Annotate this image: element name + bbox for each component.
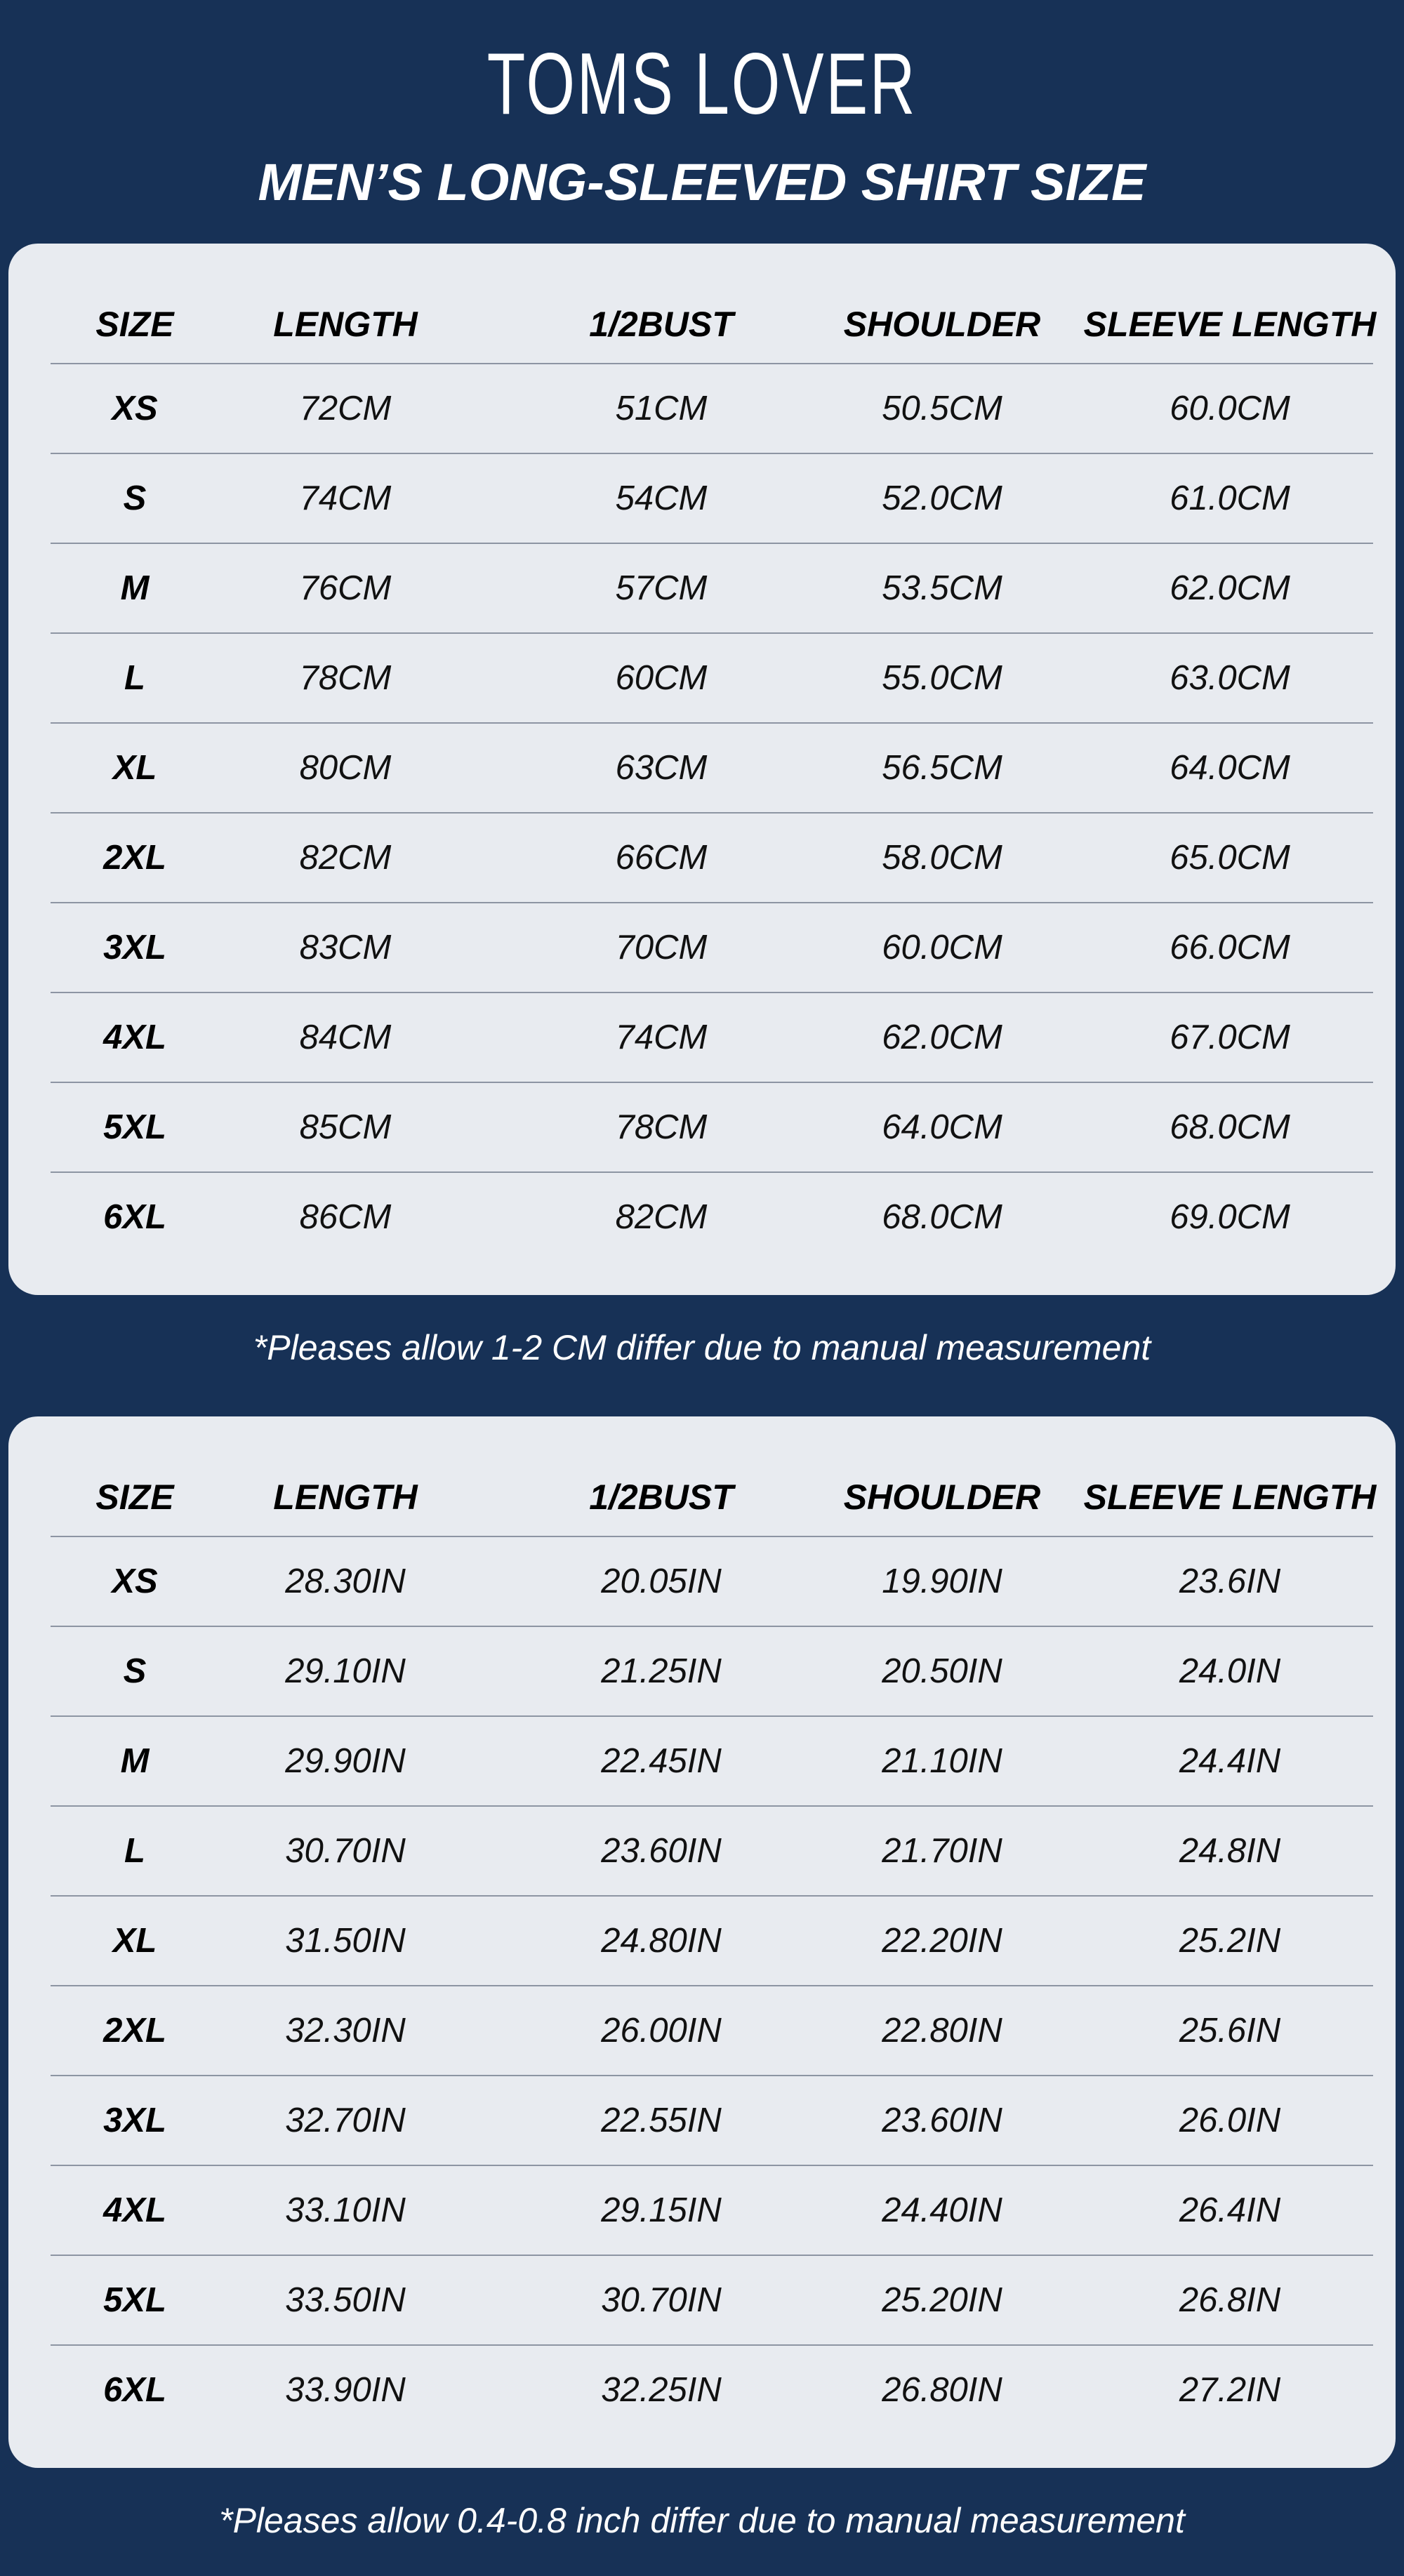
table-row <box>51 363 1373 453</box>
shoulder-cell: 20.50IN <box>882 1652 1002 1690</box>
table-row <box>51 2165 1373 2255</box>
sleeve-cell: 63.0CM <box>1170 659 1290 697</box>
sleeve-cell: 26.0IN <box>1179 2102 1281 2139</box>
header-length: LENGTH <box>273 305 418 344</box>
bust-cell: 32.25IN <box>601 2371 722 2409</box>
bust-cell: 63CM <box>615 749 708 787</box>
size-cell: XL <box>112 1922 157 1960</box>
header-shoulder: SHOULDER <box>843 1478 1041 1517</box>
bust-cell: 70CM <box>615 929 708 967</box>
header-half-bust: 1/2BUST <box>589 1478 734 1517</box>
size-cell: M <box>120 1742 150 1780</box>
shoulder-cell: 22.80IN <box>882 2012 1002 2050</box>
length-cell: 29.10IN <box>285 1652 406 1690</box>
sleeve-cell: 25.6IN <box>1179 2012 1281 2050</box>
sleeve-cell: 69.0CM <box>1170 1198 1290 1236</box>
sleeve-cell: 23.6IN <box>1179 1562 1281 1600</box>
size-table-cm <box>8 244 1396 1295</box>
length-cell: 86CM <box>299 1198 392 1236</box>
size-cell: 2XL <box>103 839 166 877</box>
bust-cell: 51CM <box>615 390 708 427</box>
shoulder-cell: 23.60IN <box>882 2102 1002 2139</box>
shoulder-cell: 21.10IN <box>882 1742 1002 1780</box>
size-cell: 4XL <box>103 2191 166 2229</box>
table-row <box>51 1626 1373 1715</box>
header-size: SIZE <box>95 1478 174 1517</box>
table-row <box>51 722 1373 812</box>
sleeve-cell: 24.4IN <box>1179 1742 1281 1780</box>
size-cell: XS <box>112 1562 158 1600</box>
header-length: LENGTH <box>273 1478 418 1517</box>
shoulder-cell: 56.5CM <box>882 749 1002 787</box>
inch-measurement-note: *Pleases allow 0.4-0.8 inch differ due to manual measurement <box>219 2501 1185 2540</box>
header-sleeve-length: SLEEVE LENGTH <box>1083 1478 1377 1517</box>
sleeve-cell: 60.0CM <box>1170 390 1290 427</box>
table-row <box>51 2075 1373 2165</box>
header-half-bust: 1/2BUST <box>589 305 734 344</box>
table-row <box>51 812 1373 902</box>
length-cell: 33.90IN <box>285 2371 406 2409</box>
shoulder-cell: 21.70IN <box>882 1832 1002 1870</box>
bust-cell: 78CM <box>615 1108 708 1146</box>
table-row <box>51 453 1373 543</box>
table-row <box>51 2344 1373 2434</box>
length-cell: 29.90IN <box>285 1742 406 1780</box>
shoulder-cell: 24.40IN <box>882 2191 1002 2229</box>
shoulder-cell: 58.0CM <box>882 839 1002 877</box>
table-row <box>51 1536 1373 1626</box>
table-row <box>51 1985 1373 2075</box>
table-row <box>51 1805 1373 1895</box>
header-size: SIZE <box>95 305 174 344</box>
bust-cell: 21.25IN <box>601 1652 722 1690</box>
sleeve-cell: 26.8IN <box>1179 2281 1281 2319</box>
bust-cell: 60CM <box>615 659 708 697</box>
table-row <box>51 992 1373 1082</box>
length-cell: 76CM <box>299 569 392 607</box>
bust-cell: 30.70IN <box>601 2281 722 2319</box>
shoulder-cell: 50.5CM <box>882 390 1002 427</box>
table-row <box>51 902 1373 992</box>
length-cell: 32.30IN <box>285 2012 406 2050</box>
size-cell: 4XL <box>103 1018 166 1056</box>
length-cell: 33.10IN <box>285 2191 406 2229</box>
table-row <box>51 632 1373 722</box>
length-cell: 82CM <box>299 839 392 877</box>
table-row <box>51 1715 1373 1805</box>
shoulder-cell: 64.0CM <box>882 1108 1002 1146</box>
sleeve-cell: 67.0CM <box>1170 1018 1290 1056</box>
shoulder-cell: 62.0CM <box>882 1018 1002 1056</box>
sleeve-cell: 62.0CM <box>1170 569 1290 607</box>
sleeve-cell: 61.0CM <box>1170 479 1290 517</box>
sleeve-cell: 66.0CM <box>1170 929 1290 967</box>
bust-cell: 20.05IN <box>601 1562 722 1600</box>
header-sleeve-length: SLEEVE LENGTH <box>1083 305 1377 344</box>
bust-cell: 23.60IN <box>601 1832 722 1870</box>
bust-cell: 22.45IN <box>601 1742 722 1780</box>
sleeve-cell: 24.8IN <box>1179 1832 1281 1870</box>
table-header-row <box>51 1416 1377 1536</box>
size-cell: 6XL <box>103 1198 166 1236</box>
table-row <box>51 543 1373 632</box>
bust-cell: 29.15IN <box>601 2191 722 2229</box>
shoulder-cell: 19.90IN <box>882 1562 1002 1600</box>
size-cell: 5XL <box>103 2281 166 2319</box>
size-cell: M <box>120 569 150 607</box>
sleeve-cell: 68.0CM <box>1170 1108 1290 1146</box>
length-cell: 28.30IN <box>285 1562 406 1600</box>
length-cell: 83CM <box>299 929 392 967</box>
length-cell: 32.70IN <box>285 2102 406 2139</box>
table-row <box>51 1082 1373 1171</box>
size-table-inch <box>8 1416 1396 2468</box>
sleeve-cell: 25.2IN <box>1179 1922 1281 1960</box>
cm-measurement-note: *Pleases allow 1-2 CM differ due to manual measurement <box>253 1328 1151 1367</box>
sleeve-cell: 65.0CM <box>1170 839 1290 877</box>
table-header-row <box>51 244 1377 363</box>
shoulder-cell: 60.0CM <box>882 929 1002 967</box>
header-shoulder: SHOULDER <box>843 305 1041 344</box>
table-row <box>51 1895 1373 1985</box>
shoulder-cell: 26.80IN <box>882 2371 1002 2409</box>
page-title: MEN’S LONG-SLEEVED SHIRT SIZE <box>258 153 1146 211</box>
sleeve-cell: 64.0CM <box>1170 749 1290 787</box>
size-cell: XS <box>112 390 158 427</box>
size-cell: S <box>123 479 147 517</box>
length-cell: 30.70IN <box>285 1832 406 1870</box>
size-cell: S <box>123 1652 147 1690</box>
shoulder-cell: 53.5CM <box>882 569 1002 607</box>
length-cell: 74CM <box>299 479 392 517</box>
length-cell: 85CM <box>299 1108 392 1146</box>
bust-cell: 24.80IN <box>601 1922 722 1960</box>
size-cell: 3XL <box>103 929 166 967</box>
bust-cell: 54CM <box>615 479 708 517</box>
bust-cell: 57CM <box>615 569 708 607</box>
shoulder-cell: 25.20IN <box>882 2281 1002 2319</box>
shoulder-cell: 52.0CM <box>882 479 1002 517</box>
length-cell: 80CM <box>299 749 392 787</box>
length-cell: 84CM <box>299 1018 392 1056</box>
size-cell: XL <box>112 749 157 787</box>
shoulder-cell: 22.20IN <box>882 1922 1002 1960</box>
size-cell: L <box>124 1832 145 1870</box>
size-cell: 6XL <box>103 2371 166 2409</box>
sleeve-cell: 27.2IN <box>1179 2371 1281 2409</box>
bust-cell: 66CM <box>615 839 708 877</box>
size-cell: 3XL <box>103 2102 166 2139</box>
sleeve-cell: 24.0IN <box>1179 1652 1281 1690</box>
length-cell: 33.50IN <box>285 2281 406 2319</box>
length-cell: 72CM <box>299 390 392 427</box>
shoulder-cell: 55.0CM <box>882 659 1002 697</box>
table-row <box>51 2255 1373 2344</box>
size-cell: 2XL <box>103 2012 166 2050</box>
bust-cell: 26.00IN <box>601 2012 722 2050</box>
bust-cell: 74CM <box>615 1018 708 1056</box>
shoulder-cell: 68.0CM <box>882 1198 1002 1236</box>
table-row <box>51 1171 1373 1261</box>
length-cell: 78CM <box>299 659 392 697</box>
size-cell: 5XL <box>103 1108 166 1146</box>
brand-logo: TOMS LOVER <box>486 36 918 133</box>
size-cell: L <box>124 659 145 697</box>
bust-cell: 82CM <box>615 1198 708 1236</box>
sleeve-cell: 26.4IN <box>1179 2191 1281 2229</box>
length-cell: 31.50IN <box>285 1922 406 1960</box>
bust-cell: 22.55IN <box>601 2102 722 2139</box>
